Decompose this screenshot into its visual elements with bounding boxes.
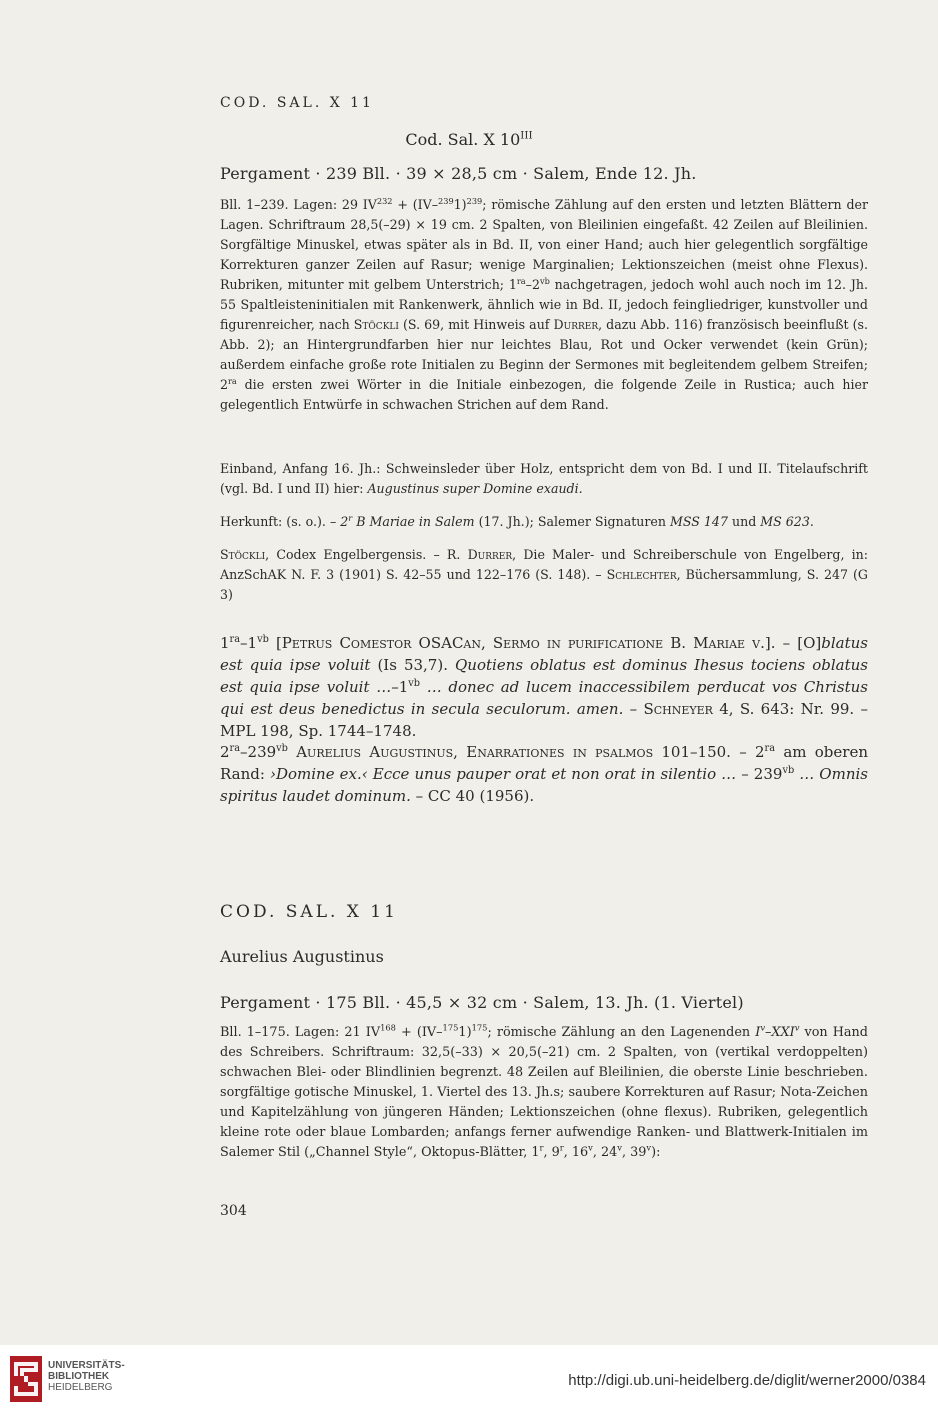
library-logo-icon — [10, 1356, 42, 1402]
section-title-sup: III — [520, 129, 533, 142]
library-name-line1: UNIVERSITÄTS- — [48, 1360, 125, 1371]
section-heading: COD. SAL. X 11 — [220, 902, 398, 922]
description-paragraph: Bll. 1–239. Lagen: 29 $IV^{232} + (IV-^{239}1)^{239}$; römische Zählung auf den ersten und letzten Blättern der Lagen. Schriftraum 28,5(–29) × 19 cm. 2 Spalten, von Bleilinien eingefaßt. 42 Zeilen auf Bleilinien. Sorgfältige Minuskel, etwas später als in Bd. II, von einer Hand; auch hier gelegentlich sorgfältige Korrekturen ganzer Zeilen auf Rasur; wenige Marginalien; Lektionszeichen (meist ohne Flexus). Rubriken, mitunter mit gelbem Unterstrich; $1^{ra}-2^{vb}$ nachgetragen, jedoch wohl auch noch im 12. Jh. 55 Spaltleisteninitialen mit Rankenwerk, ähnlich wie in Bd. II, jedoch feingliedriger, kunstvoller und figurenreicher, nach Stöckli (S. 69, mit Hinweis auf Durrer, dazu Abb. 116) französisch beeinflußt (s. Abb. 2); an Hintergrundfarben hier nur leichtes Blau, Rot und Ocker verwendet (kein Grün); außerdem einfache große rote Initialen zu Beginn der Sermones mit begleitendem gelbem Streifen; $2^{ra}$ die ersten zwei Wörter in die Initiale einbezogen, die folgende Zeile in Rustica; auch hier gelegentlich Entwürfe in schwachen Strichen auf dem Rand. — [220, 195, 869, 412]
codex-meta-2: Pergament · 175 Bll. · 45,5 × 32 cm · Salem, 13. Jh. (1. Viertel) — [220, 993, 744, 1012]
library-name — [48, 1360, 125, 1393]
section-title — [0, 130, 938, 149]
section-title-text: Cod. Sal. X 10 — [405, 130, 521, 149]
page-number: 304 — [220, 1203, 247, 1219]
source-url-link[interactable]: http://digi.ub.uni-heidelberg.de/diglit/werner2000/0384 — [568, 1372, 926, 1389]
codex-meta: Pergament · 239 Bll. · 39 × 28,5 cm · Salem, Ende 12. Jh. — [220, 164, 697, 183]
bibliography-paragraph: Stöckli, Codex Engelbergensis. – R. Durrer, Die Maler- und Schreiberschule von Engelberg, in: AnzSchAK N. F. 3 (1901) S. 42–55 und 122–176 (S. 148). – Schlechter, Büchersammlung, S. 247 (G 3) — [220, 547, 868, 602]
content-entry-2: $2^{ra}-239^{vb}$ Aurelius Augustinus, Enarrationes in psalmos 101–150. – $2^{ra}$ am oberen Rand: ›Domine ex.‹ Ecce unus pauper orat et non orat in silentio … – $239^{vb}$ … Omnis spiritus laudet dominum. – CC 40 (1956). — [220, 743, 868, 805]
running-head: COD. SAL. X 11 — [220, 95, 374, 111]
author-heading: Aurelius Augustinus — [220, 947, 384, 966]
binding-paragraph: Einband, Anfang 16. Jh.: Schweinsleder über Holz, entspricht dem von Bd. I und II. Titelaufschrift (vgl. Bd. I und II) hier: Augustinus super Domine exaudi. — [220, 461, 868, 496]
description-paragraph-2: Bll. 1–175. Lagen: 21 $IV^{168} + (IV-^{175}1)^{175}$; römische Zählung an den Lagenenden $I^v-XXI^v$ von Hand des Schreibers. Schriftraum: 32,5(–33) × 20,5(–21) cm. 2 Spalten, von (vertikal verdoppelten) schwachen Blei- oder Blindlinien begrenzt. 48 Zeilen auf Bleilinien, die oberste Linie beschrieben. sorgfältige gotische Minuskel, 1. Viertel des 13. Jh.s; saubere Korrekturen auf Rasur; Nota-Zeichen und Kapitelzählung von jüngeren Händen; Lektionszeichen (ohne flexus). Rubriken, gelegentlich kleine rote oder blaue Lombarden; anfangs ferner aufwendige Ranken- und Blattwerk-Initialen im Salemer Stil („Channel Style“, Oktopus-Blätter, 1$^r$, 9$^r$, 16$^v$, 24$^v$, 39$^v$): — [220, 1022, 868, 1160]
library-name-line2: BIBLIOTHEK — [48, 1371, 110, 1382]
content-entry-1: $1^{ra}-1^{vb}$ [Petrus Comestor OSACan, Sermo in purificatione B. Mariae v.]. – [O]blatus est quia ipse voluit (Is 53,7). Quotiens oblatus est dominus Ihesus tociens oblatus est quia ipse voluit $\dots-1^{vb}$ … donec ad lucem inaccessibilem perducat vos Christus qui est deus benedictus in secula seculorum. amen. – Schneyer 4, S. 643: Nr. 99. – MPL 198, Sp. 1744–1748. — [220, 634, 868, 740]
provenance-paragraph: Herkunft: (s. o.). – 2$^r$ B Mariae in Salem (17. Jh.); Salemer Signaturen MSS 147 und MS 623. — [220, 512, 814, 529]
library-name-line3: HEIDELBERG — [48, 1382, 113, 1393]
